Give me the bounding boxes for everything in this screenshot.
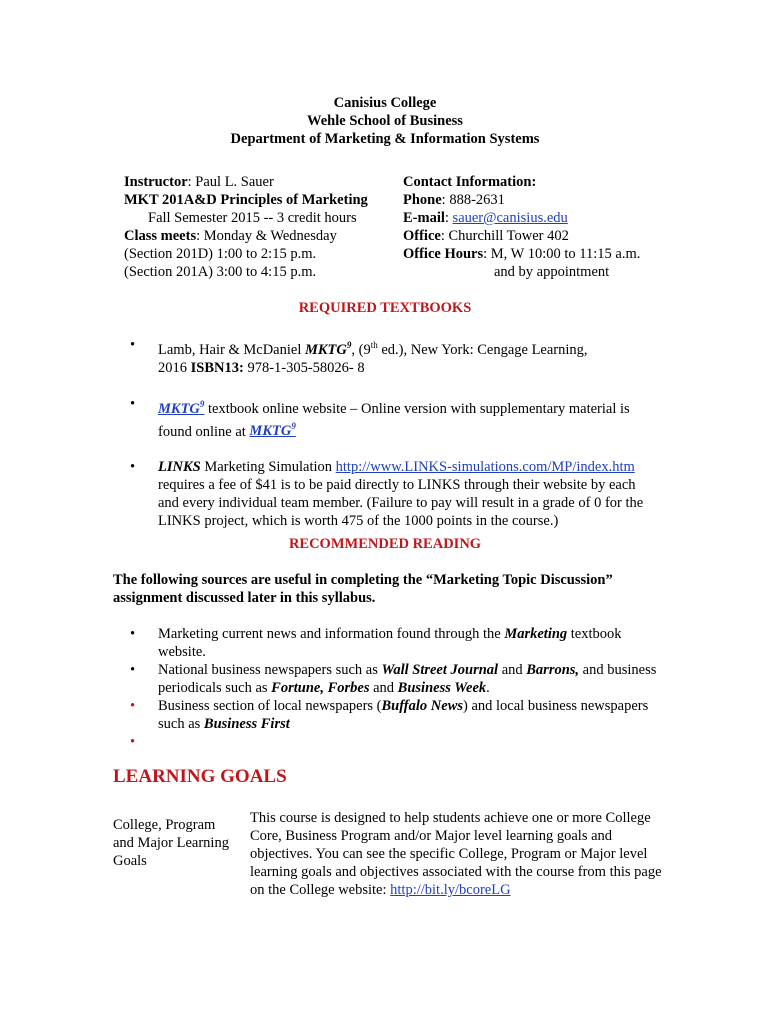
text: Lamb, Hair & McDaniel <box>158 341 305 358</box>
text: found online at <box>158 423 250 440</box>
learning-goals-description <box>250 809 690 899</box>
superscript: 9 <box>346 340 352 350</box>
bullet-icon: • <box>130 395 136 412</box>
college-name: Canisius College <box>333 95 437 111</box>
link-text[interactable]: MKTG <box>158 400 200 417</box>
text: textbook <box>567 626 622 642</box>
class-meets-value: : Monday & Wednesday <box>196 228 337 244</box>
text: website. <box>158 644 206 660</box>
class-meets-label: Class meets <box>124 228 197 244</box>
office-hours-label: Office Hours <box>403 246 484 262</box>
instructor-label: Instructor <box>124 174 188 190</box>
text: Marketing current news and information found through the <box>158 626 505 642</box>
superscript: 9 <box>291 421 296 432</box>
text: on the College website: <box>250 882 391 898</box>
department-name: Department of Marketing & Information Systems <box>230 131 540 147</box>
phone-label: Phone <box>403 192 442 208</box>
text: and <box>498 662 527 678</box>
recommended-intro <box>113 571 673 607</box>
required-textbooks-heading: REQUIRED TEXTBOOKS <box>298 300 472 316</box>
required-list <box>124 336 684 530</box>
contact-info <box>403 173 640 281</box>
list-item <box>124 661 684 697</box>
text: Business section of local newspapers ( <box>158 698 382 714</box>
links-title: LINKS <box>158 459 201 476</box>
bullet-icon: • <box>130 337 136 353</box>
learning-goals-heading: LEARNING GOALS <box>113 766 287 787</box>
bullet-icon: • <box>130 662 136 678</box>
text: and Major Learning <box>113 835 229 851</box>
text: objectives. You can see the specific College, Program or Major level <box>250 846 648 862</box>
text: learning goals and objectives associated with the course from this page <box>250 864 662 880</box>
office-value: : Churchill Tower 402 <box>440 228 569 244</box>
contact-label: Contact Information: <box>403 174 537 190</box>
text: College, Program <box>113 817 216 833</box>
school-name: Wehle School of Business <box>307 113 463 129</box>
superscript: 9 <box>199 398 205 409</box>
text: The following sources are useful in completing the “Marketing Topic Discussion” <box>113 572 613 588</box>
emph: Wall Street Journal <box>381 662 499 678</box>
office-hours-value: : M, W 10:00 to 11:15 a.m. <box>483 246 641 262</box>
learning-goals-label <box>113 816 243 870</box>
course-info <box>124 173 368 281</box>
book-title: MKTG <box>304 341 347 358</box>
text: Marketing Simulation <box>200 459 336 476</box>
text: , (9 <box>351 341 371 358</box>
recommended-reading-heading: RECOMMENDED READING <box>288 536 482 552</box>
text: periodicals such as <box>158 680 272 696</box>
section-a-time: (Section 201A) 3:00 to 4:15 p.m. <box>124 264 317 280</box>
section-d-time: (Section 201D) 1:00 to 2:15 p.m. <box>124 246 317 262</box>
emph: Marketing <box>504 626 568 642</box>
office-hours-extra: and by appointment <box>494 264 610 280</box>
text: Core, Business Program and/or Major level learning goals and <box>250 828 613 844</box>
isbn-value: 978-1-305-58026- 8 <box>243 359 365 376</box>
text: requires a fee of $41 is to be paid directly to LINKS through their website by each <box>158 477 636 494</box>
links-url[interactable]: http://www.LINKS-simulations.com/MP/index.htm <box>335 459 635 476</box>
text: This course is designed to help students achieve one or more College <box>250 810 651 826</box>
list-item <box>124 733 684 751</box>
bullet-icon: • <box>130 698 136 714</box>
bullet-icon: • <box>130 734 136 750</box>
recommended-list <box>124 625 684 751</box>
text: and every individual team member. (Failure to pay will result in a grade of 0 for the <box>158 495 644 512</box>
emph: Fortune, Forbes <box>271 680 370 696</box>
list-item <box>124 395 684 441</box>
isbn-label: ISBN13: <box>190 359 244 376</box>
text: 2016 <box>158 359 191 376</box>
bullet-icon: • <box>130 459 136 476</box>
mktg-link[interactable] <box>158 398 205 417</box>
text: textbook online website – Online version with supplementary material is <box>204 400 630 417</box>
text: such as <box>158 716 204 732</box>
text: ed.), New York: Cengage Learning, <box>377 341 588 358</box>
course-title: MKT 201A&D Principles of Marketing <box>124 192 368 208</box>
text: National business newspapers such as <box>158 662 382 678</box>
emph: Business Week <box>397 680 487 696</box>
text: assignment discussed later in this syllabus. <box>113 590 376 606</box>
emph: Barrons, <box>526 662 580 678</box>
emph: Business First <box>203 716 290 732</box>
list-item <box>124 336 684 377</box>
mktg-link-2[interactable] <box>249 423 295 439</box>
semester: Fall Semester 2015 -- 3 credit hours <box>148 210 357 226</box>
emph: Buffalo News <box>381 698 464 714</box>
document-header <box>0 94 770 148</box>
email-label: E-mail <box>403 210 445 226</box>
bullet-icon: • <box>130 626 136 642</box>
list-item <box>124 625 684 661</box>
text: ) and local business newspapers <box>463 698 649 714</box>
text: LINKS project, which is worth 475 of the 1000 points in the course.) <box>158 513 559 530</box>
text: Goals <box>113 853 147 869</box>
email-link[interactable]: sauer@canisius.edu <box>452 210 568 226</box>
text: and business <box>579 662 657 678</box>
phone-value: : 888-2631 <box>441 192 505 208</box>
text: and <box>369 680 398 696</box>
office-label: Office <box>403 228 441 244</box>
email-sep: : <box>444 210 453 226</box>
list-item <box>124 697 684 733</box>
text: . <box>486 680 490 696</box>
superscript: th <box>370 340 378 350</box>
list-item <box>124 458 684 530</box>
learning-goals-link[interactable]: http://bit.ly/bcoreLG <box>390 882 511 898</box>
instructor-value: : Paul L. Sauer <box>187 174 274 190</box>
link-text[interactable]: MKTG <box>249 423 292 440</box>
